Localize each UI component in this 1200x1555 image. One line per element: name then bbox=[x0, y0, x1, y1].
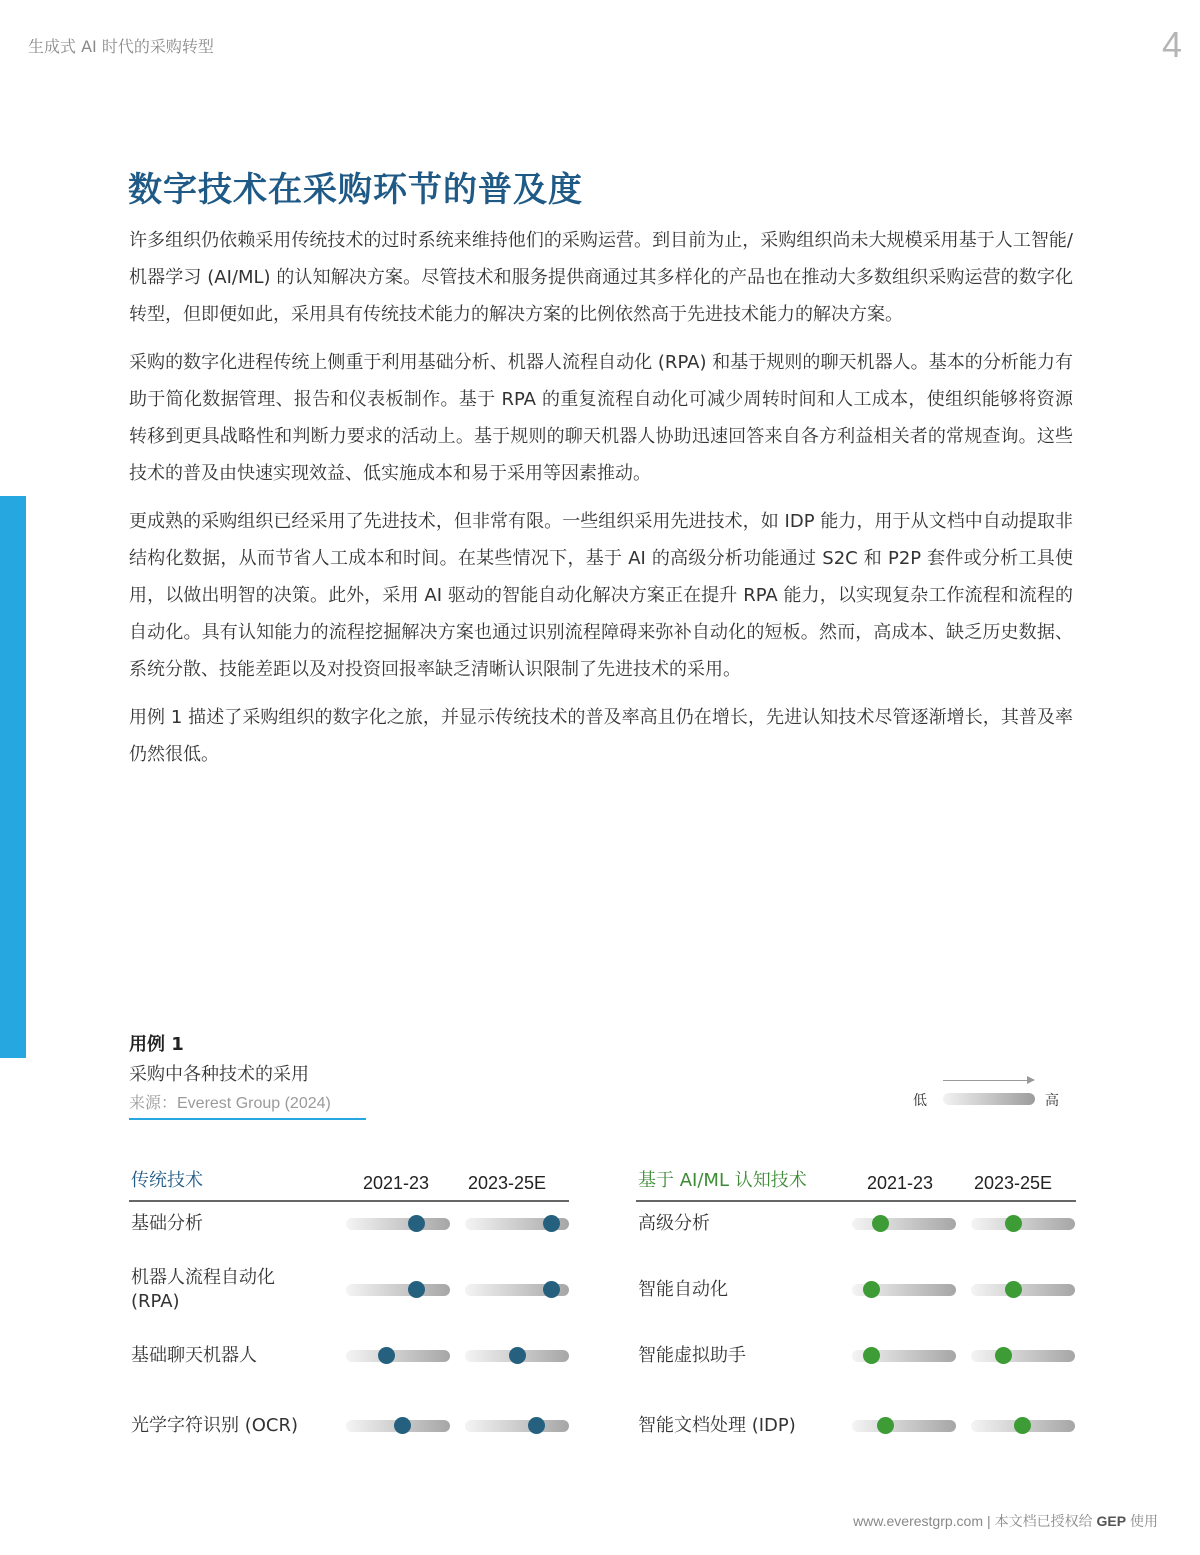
adoption-marker bbox=[394, 1417, 411, 1434]
table-header bbox=[129, 1140, 569, 1202]
adoption-track bbox=[346, 1284, 450, 1296]
row-label: 基础聊天机器人 bbox=[131, 1345, 257, 1366]
legend-low-label: 低 bbox=[913, 1093, 927, 1109]
adoption-marker bbox=[378, 1347, 395, 1364]
adoption-marker bbox=[543, 1215, 560, 1232]
adoption-track bbox=[465, 1420, 569, 1432]
row-label: 光学字符识别 (OCR) bbox=[131, 1415, 299, 1436]
adoption-marker bbox=[408, 1215, 425, 1232]
adoption-marker bbox=[1005, 1215, 1022, 1232]
running-header: 生成式 AI 时代的采购转型 bbox=[28, 37, 214, 56]
paragraph: 许多组织仍依赖采用传统技术的过时系统来维持他们的采购运营。到目前为止，采购组织尚未大规模采用基于人工智能/机器学习 (AI/ML) 的认知解决方案。尽管技术和服务提供商通过其多样化的产品也在推动大多数组织采购运营的数字化转型，但即便如此，采用具有传统技术能力的解决方案的比例依然高于先进技术能力的解决方案。 bbox=[129, 230, 1073, 325]
adoption-marker bbox=[877, 1417, 894, 1434]
legend-gradient-bar bbox=[943, 1093, 1035, 1105]
column-header: 2023-25E bbox=[468, 1173, 547, 1193]
row-label: 高级分析 bbox=[638, 1213, 710, 1234]
column-header: 2023-25E bbox=[974, 1173, 1053, 1193]
adoption-track bbox=[465, 1350, 569, 1362]
row-label: 机器人流程自动化 (RPA) bbox=[131, 1267, 275, 1312]
figure-source: 来源：Everest Group (2024) bbox=[129, 1095, 331, 1112]
adoption-marker bbox=[528, 1417, 545, 1434]
adoption-track bbox=[346, 1350, 450, 1362]
adoption-track bbox=[971, 1218, 1075, 1230]
adoption-track bbox=[465, 1284, 569, 1296]
adoption-marker bbox=[995, 1347, 1012, 1364]
legend-arrow-icon bbox=[943, 1080, 1029, 1081]
column-header: 2021-23 bbox=[363, 1173, 430, 1193]
adoption-track bbox=[465, 1218, 569, 1230]
adoption-track bbox=[971, 1350, 1075, 1362]
side-accent-bar bbox=[0, 496, 26, 1058]
adoption-track bbox=[852, 1218, 956, 1230]
footer bbox=[853, 1511, 1158, 1531]
adoption-marker bbox=[408, 1281, 425, 1298]
paragraph: 采购的数字化进程传统上侧重于利用基础分析、机器人流程自动化 (RPA) 和基于规则的聊天机器人。基本的分析能力有助于简化数据管理、报告和仪表板制作。基于 RPA 的重复流程自动化可减少周转时间和人工成本，使组织能够将资源转移到更具战略性和判断力要求的活动上。基于规则的聊天机器人协助迅速回答来自各方利益相关者的常规查询。这些技术的普及由快速实现效益、低实施成本和易于采用等因素推动。 bbox=[129, 352, 1073, 484]
paragraph: 更成熟的采购组织已经采用了先进技术，但非常有限。一些组织采用先进技术，如 IDP 能力，用于从文档中自动提取非结构化数据，从而节省人工成本和时间。在某些情况下，基于 AI 的高级分析功能通过 S2C 和 P2P 套件或分析工具使用，以做出明智的决策。此外，采用 AI 驱动的智能自动化解决方案正在提升 RPA 能力，以实现复杂工作流程和流程的自动化。具有认知能力的流程挖掘解决方案也通过识别流程障碍来弥补自动化的短板。然而，高成本、缺乏历史数据、系统分散、技能差距以及对投资回报率缺乏清晰认识限制了先进技术的采用。 bbox=[129, 511, 1073, 680]
footer-separator: | bbox=[987, 1513, 991, 1529]
adoption-marker bbox=[1014, 1417, 1031, 1434]
cognitive-tech-table bbox=[636, 1140, 1076, 1436]
footer-brand: GEP bbox=[1096, 1513, 1127, 1529]
section-title: 数字技术在采购环节的普及度 bbox=[128, 170, 583, 210]
figure-title: 采购中各种技术的采用 bbox=[129, 1064, 309, 1085]
footer-suffix: 使用 bbox=[1130, 1513, 1158, 1529]
paragraph: 用例 1 描述了采购组织的数字化之旅，并显示传统技术的普及率高且仍在增长，先进认知技术尽管逐渐增长，其普及率仍然很低。 bbox=[129, 707, 1073, 765]
row-label: 智能自动化 bbox=[638, 1279, 728, 1300]
adoption-marker bbox=[863, 1281, 880, 1298]
adoption-marker bbox=[1005, 1281, 1022, 1298]
group-title: 传统技术 bbox=[131, 1170, 203, 1191]
table-header bbox=[636, 1140, 1076, 1202]
adoption-track bbox=[852, 1284, 956, 1296]
footer-url: www.everestgrp.com bbox=[853, 1513, 983, 1529]
traditional-tech-table bbox=[129, 1140, 569, 1436]
figure-source-underline bbox=[129, 1118, 366, 1120]
row-label: 智能文档处理 (IDP) bbox=[638, 1415, 796, 1436]
adoption-track bbox=[346, 1420, 450, 1432]
adoption-marker bbox=[863, 1347, 880, 1364]
body-text bbox=[129, 222, 1073, 784]
row-label: 智能虚拟助手 bbox=[638, 1345, 746, 1366]
adoption-track bbox=[852, 1420, 956, 1432]
adoption-track bbox=[971, 1420, 1075, 1432]
adoption-marker bbox=[509, 1347, 526, 1364]
adoption-track bbox=[852, 1350, 956, 1362]
adoption-track bbox=[971, 1284, 1075, 1296]
figure-label: 用例 1 bbox=[129, 1034, 184, 1055]
adoption-marker bbox=[543, 1281, 560, 1298]
column-header: 2021-23 bbox=[867, 1173, 934, 1193]
group-title: 基于 AI/ML 认知技术 bbox=[638, 1170, 807, 1191]
adoption-marker bbox=[872, 1215, 889, 1232]
legend-high-label: 高 bbox=[1045, 1093, 1059, 1109]
page-number: 4 bbox=[1161, 24, 1182, 65]
adoption-track bbox=[346, 1218, 450, 1230]
footer-note: 本文档已授权给 bbox=[994, 1513, 1093, 1529]
row-label: 基础分析 bbox=[131, 1213, 203, 1234]
